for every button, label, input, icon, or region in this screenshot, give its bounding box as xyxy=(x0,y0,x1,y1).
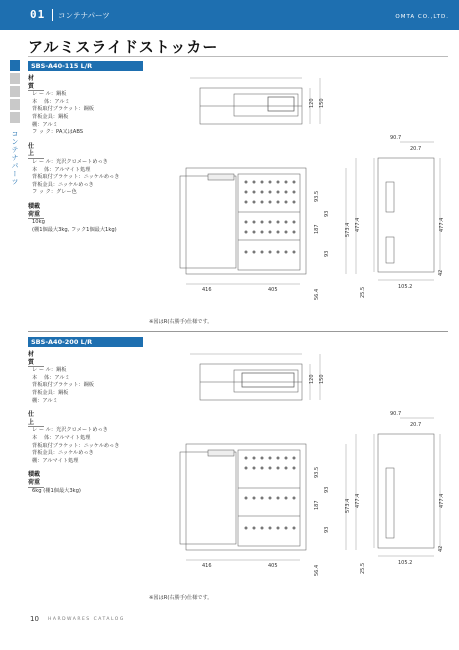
side-tab[interactable] xyxy=(10,99,20,110)
dim-label: 25.5 xyxy=(360,562,366,574)
dim-label: 56.4 xyxy=(314,288,320,300)
spec-line: 10kg xyxy=(32,219,45,226)
page-number: 10 xyxy=(30,615,39,623)
dim-label: 90.7 xyxy=(390,411,402,417)
side-tab-active[interactable] xyxy=(10,60,20,71)
spec-heading: 仕 上 xyxy=(28,411,44,427)
title-rule xyxy=(28,56,448,57)
dim-label: 93 xyxy=(324,250,330,257)
spec-line: 本 体：アルミ xyxy=(32,374,70,381)
dim-label: 93 xyxy=(324,210,330,217)
spec-line: 背板取付ブラケット：ニッケルめっき xyxy=(32,174,120,181)
spec-line: 棚：アルミ xyxy=(32,121,58,128)
spec-line: レ ー ル：鋼板 xyxy=(32,91,67,98)
dim-label: 56.4 xyxy=(314,564,320,576)
spec-line: 背板取付ブラケット：鋼板 xyxy=(32,106,94,113)
spec-line: 背板金具：鋼板 xyxy=(32,113,69,120)
spec-line: レ ー ル：光沢クロメートめっき xyxy=(32,427,108,434)
model-code-bar: SBS-A40-115 L/R xyxy=(28,61,143,71)
spec-note: ※図はR(右勝手)仕様です。 xyxy=(149,319,213,325)
spec-block xyxy=(28,351,148,495)
spec-line: レ ー ル：鋼板 xyxy=(32,367,67,374)
dim-label: 405 xyxy=(268,287,278,293)
spec-line: フ ッ ク：グレー色 xyxy=(32,189,77,196)
spec-heading: 材 質 xyxy=(28,75,44,91)
spec-line: 本 体：アルマイト処理 xyxy=(32,166,91,173)
dim-label: 477.4 xyxy=(355,493,361,508)
page-title: アルミスライドストッカー xyxy=(28,38,219,56)
technical-drawing-2 xyxy=(150,338,450,593)
spec-line: 本 体：アルミ xyxy=(32,98,70,105)
dim-label: 93 xyxy=(324,526,330,533)
spec-line: 背板取付ブラケット：ニッケルめっき xyxy=(32,442,120,449)
spec-line: 背板金具：鋼板 xyxy=(32,389,69,396)
dim-label: 120 xyxy=(309,374,315,384)
spec-line: 背板金具：ニッケルめっき xyxy=(32,450,94,457)
dim-label: 105.2 xyxy=(398,560,413,566)
header-bar xyxy=(0,0,459,30)
side-tab[interactable] xyxy=(10,73,20,84)
dim-label: 150 xyxy=(319,374,325,384)
dim-label: 416 xyxy=(202,287,212,293)
side-tab[interactable] xyxy=(10,112,20,123)
side-tab[interactable] xyxy=(10,86,20,97)
dim-label: 477.4 xyxy=(439,493,445,508)
spec-line: 6kg (棚1個最大3kg) xyxy=(32,487,81,494)
side-label: コンテナパーツ xyxy=(11,130,19,186)
header-divider xyxy=(52,9,53,21)
spec-line: 背板取付ブラケット：鋼板 xyxy=(32,382,94,389)
dim-label: 105.2 xyxy=(398,284,413,290)
dim-label: 42 xyxy=(438,545,444,552)
dim-label: 93.5 xyxy=(314,466,320,478)
spec-line: (棚1個最大3kg, フック1個最大1kg) xyxy=(32,226,117,233)
technical-drawing-1 xyxy=(150,62,450,317)
spec-heading: 積載荷重 xyxy=(28,203,44,219)
dim-label: 42 xyxy=(438,269,444,276)
dim-label: 416 xyxy=(202,563,212,569)
dim-label: 477.4 xyxy=(355,217,361,232)
side-index-tabs xyxy=(10,60,20,125)
dim-label: 90.7 xyxy=(390,135,402,141)
spec-line: 背板金具：ニッケルめっき xyxy=(32,181,94,188)
footer-text: HARDWARES CATALOG xyxy=(48,617,125,622)
spec-heading: 材 質 xyxy=(28,351,44,367)
dim-label: 120 xyxy=(309,98,315,108)
spec-block xyxy=(28,75,148,234)
model-code-bar: SBS-A40-200 L/R xyxy=(28,337,143,347)
spec-note: ※図はR(右勝手)仕様です。 xyxy=(149,595,213,601)
spec-line: レ ー ル：光沢クロメートめっき xyxy=(32,158,108,165)
spec-heading: 仕 上 xyxy=(28,143,44,159)
header-category: コンテナパーツ xyxy=(58,11,110,20)
section-divider xyxy=(28,331,448,332)
dim-label: 150 xyxy=(319,98,325,108)
dim-label: 93.5 xyxy=(314,190,320,202)
dim-label: 25.5 xyxy=(360,286,366,298)
dim-label: 477.4 xyxy=(439,217,445,232)
section-number: 01 xyxy=(30,8,46,21)
spec-line: 本 体：アルマイト処理 xyxy=(32,434,91,441)
dim-label: 187 xyxy=(314,500,320,510)
dim-label: 573.4 xyxy=(345,498,351,513)
spec-line: フ ッ ク：PA又はABS xyxy=(32,129,84,136)
spec-heading: 積載荷重 xyxy=(28,471,44,487)
dim-label: 93 xyxy=(324,486,330,493)
dim-label: 20.7 xyxy=(410,146,422,152)
brand-logo: OMTA CO.,LTD. xyxy=(395,14,449,20)
spec-line: 棚：アルミ xyxy=(32,397,58,404)
dim-label: 20.7 xyxy=(410,422,422,428)
spec-line: 棚：アルマイト処理 xyxy=(32,457,79,464)
dim-label: 405 xyxy=(268,563,278,569)
dim-label: 187 xyxy=(314,224,320,234)
dim-label: 573.4 xyxy=(345,222,351,237)
